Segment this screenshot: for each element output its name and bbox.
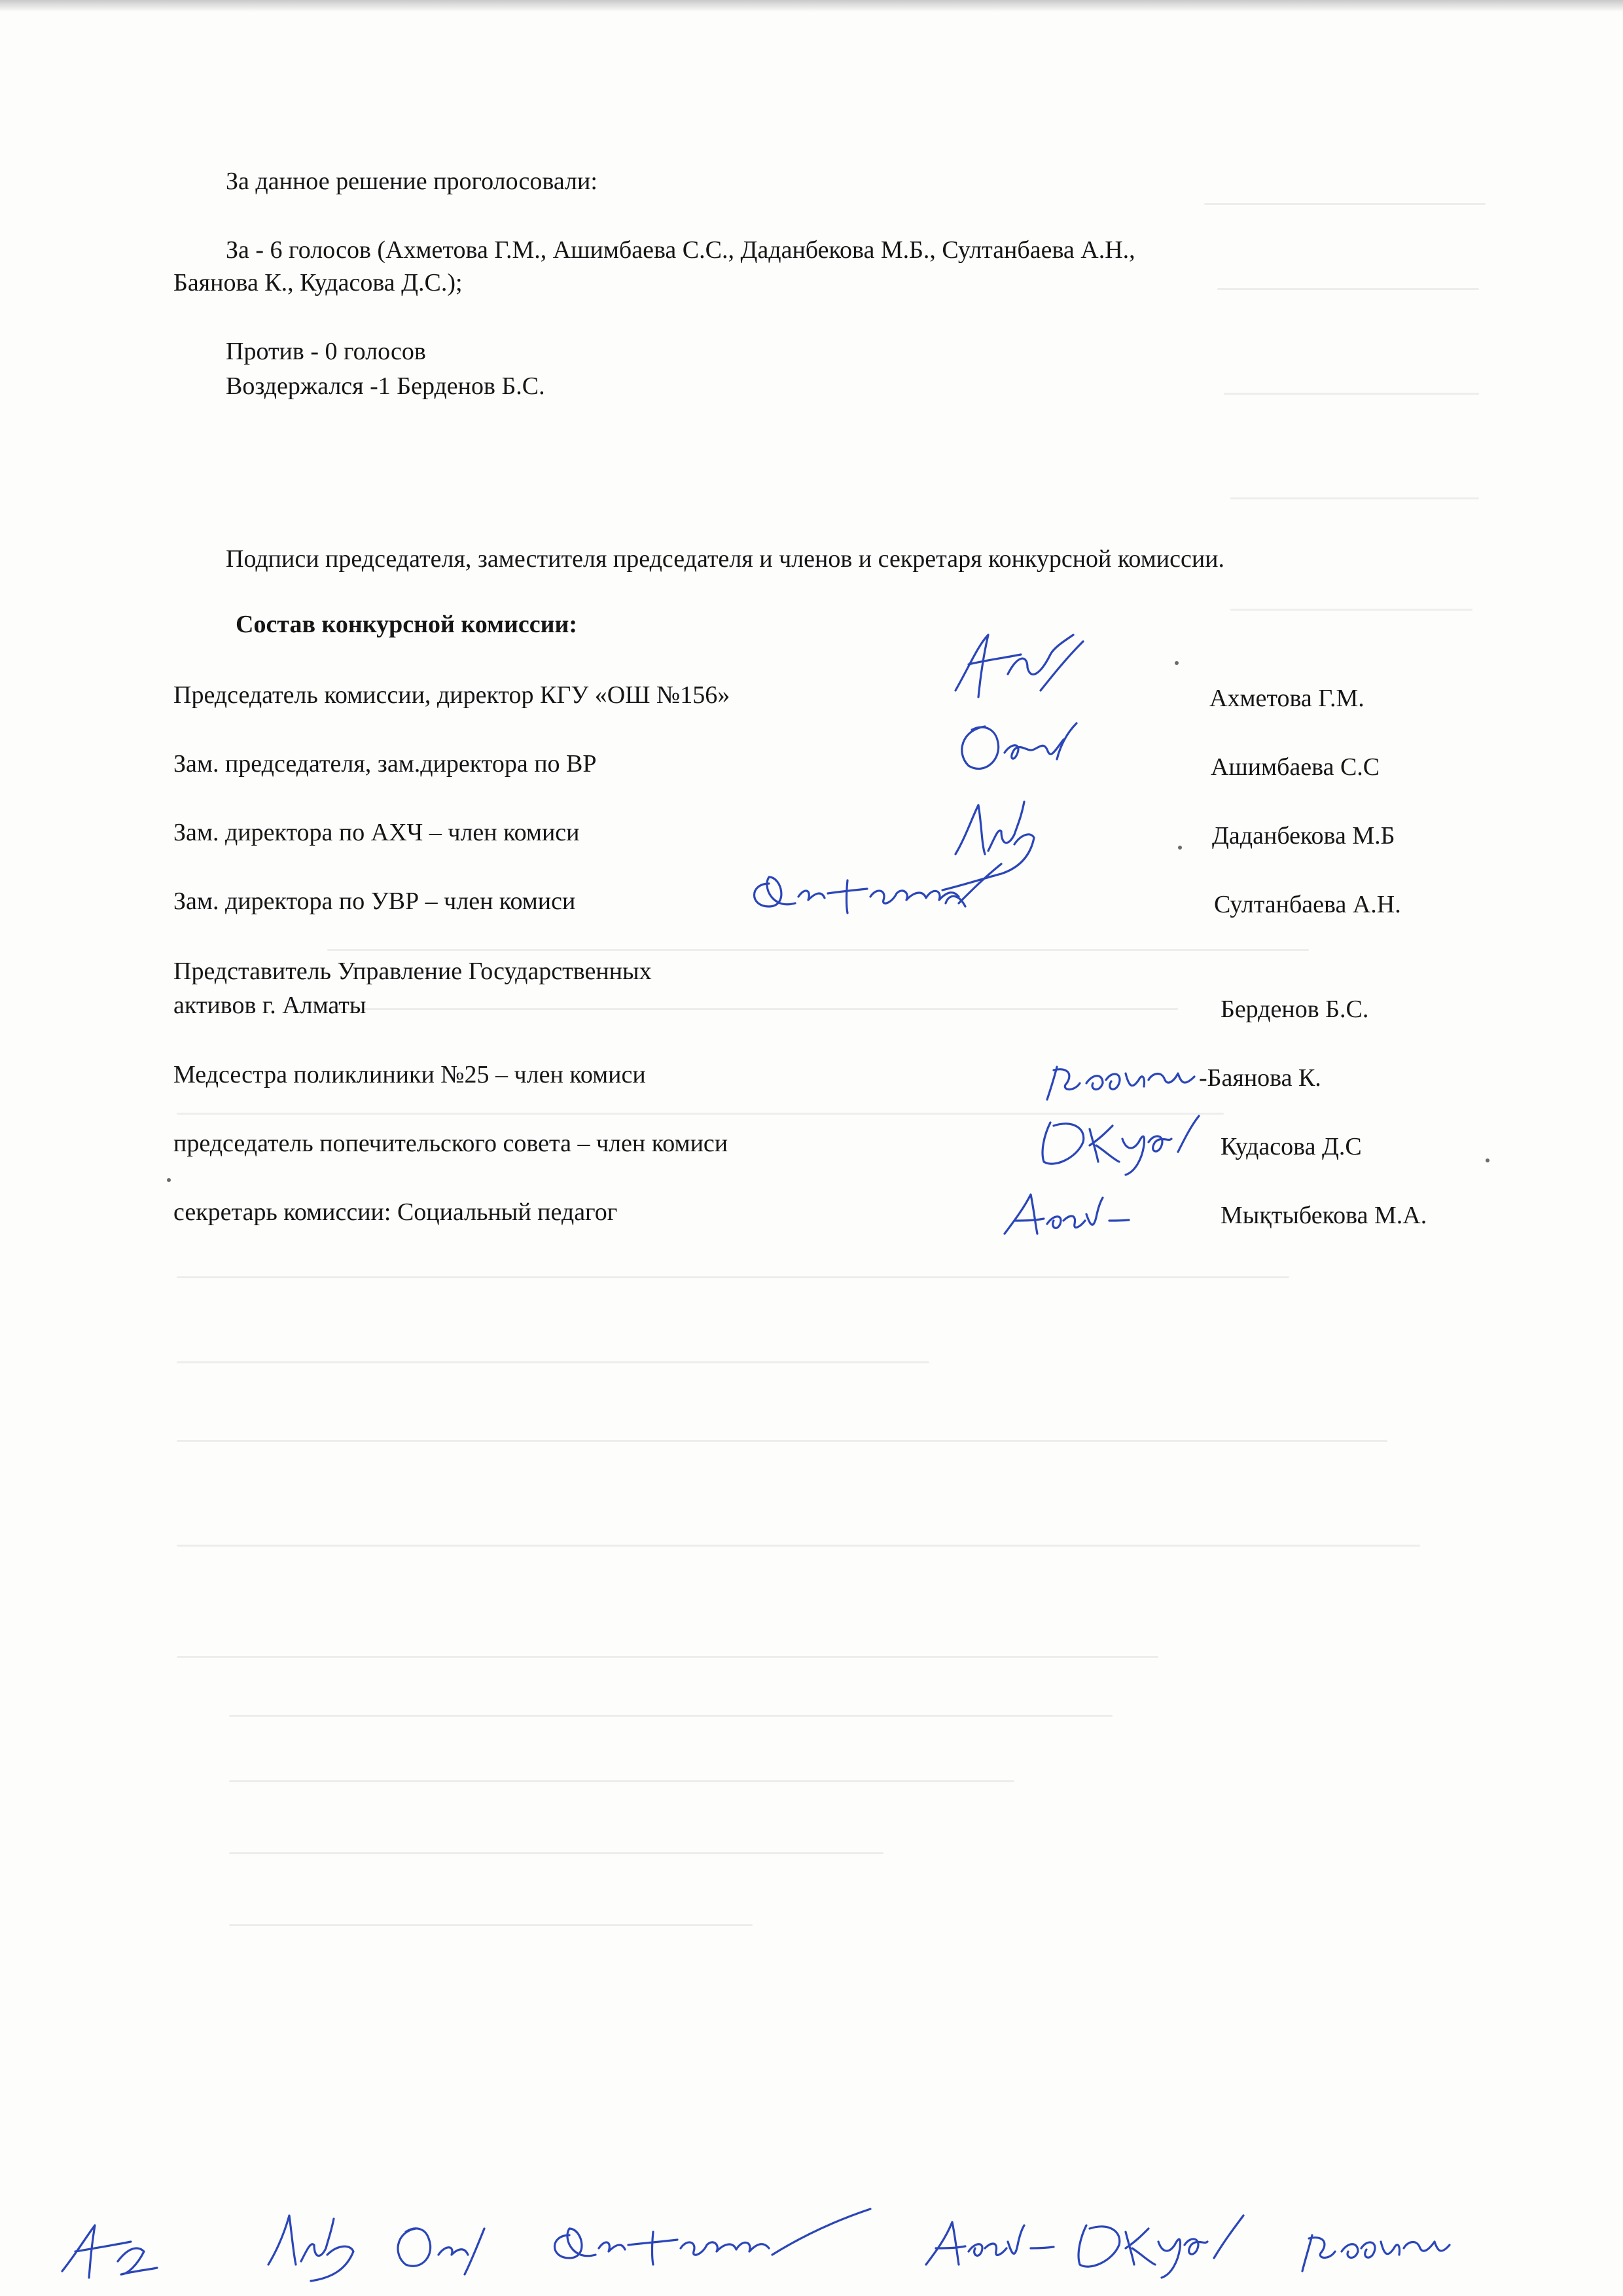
signature-board [1027,1106,1204,1178]
member-name: Ашимбаева С.С [1211,753,1380,781]
bleed-through [177,1545,1420,1547]
signatures-note: Подписи председателя, заместителя председателя и членов и секретаря конкурсной комиссии. [226,545,1224,573]
vote-abstained: Воздержался -1 Берденов Б.С. [226,372,545,400]
initials-board [1060,2209,1257,2287]
bleed-through [1224,393,1479,395]
vote-intro: За данное решение проголосовали: [226,168,597,195]
vote-for-line2: Баянова К., Кудасова Д.С.); [173,269,463,296]
signature-chair [942,628,1093,707]
scan-speck [167,1178,171,1182]
bleed-through [229,1780,1014,1782]
bleed-through [1217,288,1479,290]
bleed-through [229,1715,1113,1717]
member-role: Зам. директора по АХЧ – член комиси [173,819,580,846]
bleed-through [177,1276,1289,1278]
vote-against: Против - 0 голосов [226,338,426,365]
member-name: Мықтыбекова М.А. [1221,1202,1427,1229]
committee-heading: Состав конкурсной комиссии: [236,611,578,638]
member-name: Султанбаева А.Н. [1214,891,1401,918]
member-name: Ахметова Г.М. [1209,685,1364,712]
scan-speck [1178,846,1182,850]
signature-uvr [743,857,1018,929]
initials-nurse [1296,2222,1459,2281]
member-role-line2: активов г. Алматы [173,992,366,1019]
bleed-through [229,1852,883,1854]
scan-speck [1175,661,1179,665]
bleed-through [1230,609,1472,611]
bleed-through [177,1656,1158,1658]
member-role-line1: Представитель Управление Государственных [173,958,652,985]
bleed-through [327,949,1309,951]
member-role: председатель попечительского совета – член комиси [173,1130,728,1157]
bleed-through [327,1008,1178,1010]
initials-deputy [386,2215,491,2287]
bleed-through [1204,203,1486,205]
member-name: Берденов Б.С. [1221,996,1369,1023]
bleed-through [1230,497,1479,499]
member-role: Медсестра поликлиники №25 – член комиси [173,1061,646,1088]
member-name: Даданбекова М.Б [1212,822,1395,850]
scan-edge [0,0,1623,12]
signature-secretary [988,1185,1139,1250]
initials-secretary [910,2209,1060,2281]
member-name: -Баянова К. [1199,1064,1321,1092]
member-role: секретарь комиссии: Социальный педагог [173,1198,618,1226]
initials-uvr [543,2206,883,2284]
initials-ahch [249,2206,380,2284]
member-role: Зам. директора по УВР – член комиси [173,888,576,915]
member-name: Кудасова Д.С [1221,1133,1362,1160]
member-role: Зам. председателя, зам.директора по ВР [173,750,597,778]
bleed-through [229,1924,753,1926]
bleed-through [177,1361,929,1363]
signature-deputy [949,713,1080,785]
signature-nurse [1041,1054,1211,1106]
member-role: Председатель комиссии, директор КГУ «ОШ №156» [173,681,730,709]
vote-for-line1: За - 6 голосов (Ахметова Г.М., Ашимбаева С.С., Даданбекова М.Б., Султанбаева А.Н., [226,236,1135,264]
initials-chair [46,2212,164,2284]
bleed-through [177,1440,1387,1442]
scan-speck [1486,1158,1489,1162]
